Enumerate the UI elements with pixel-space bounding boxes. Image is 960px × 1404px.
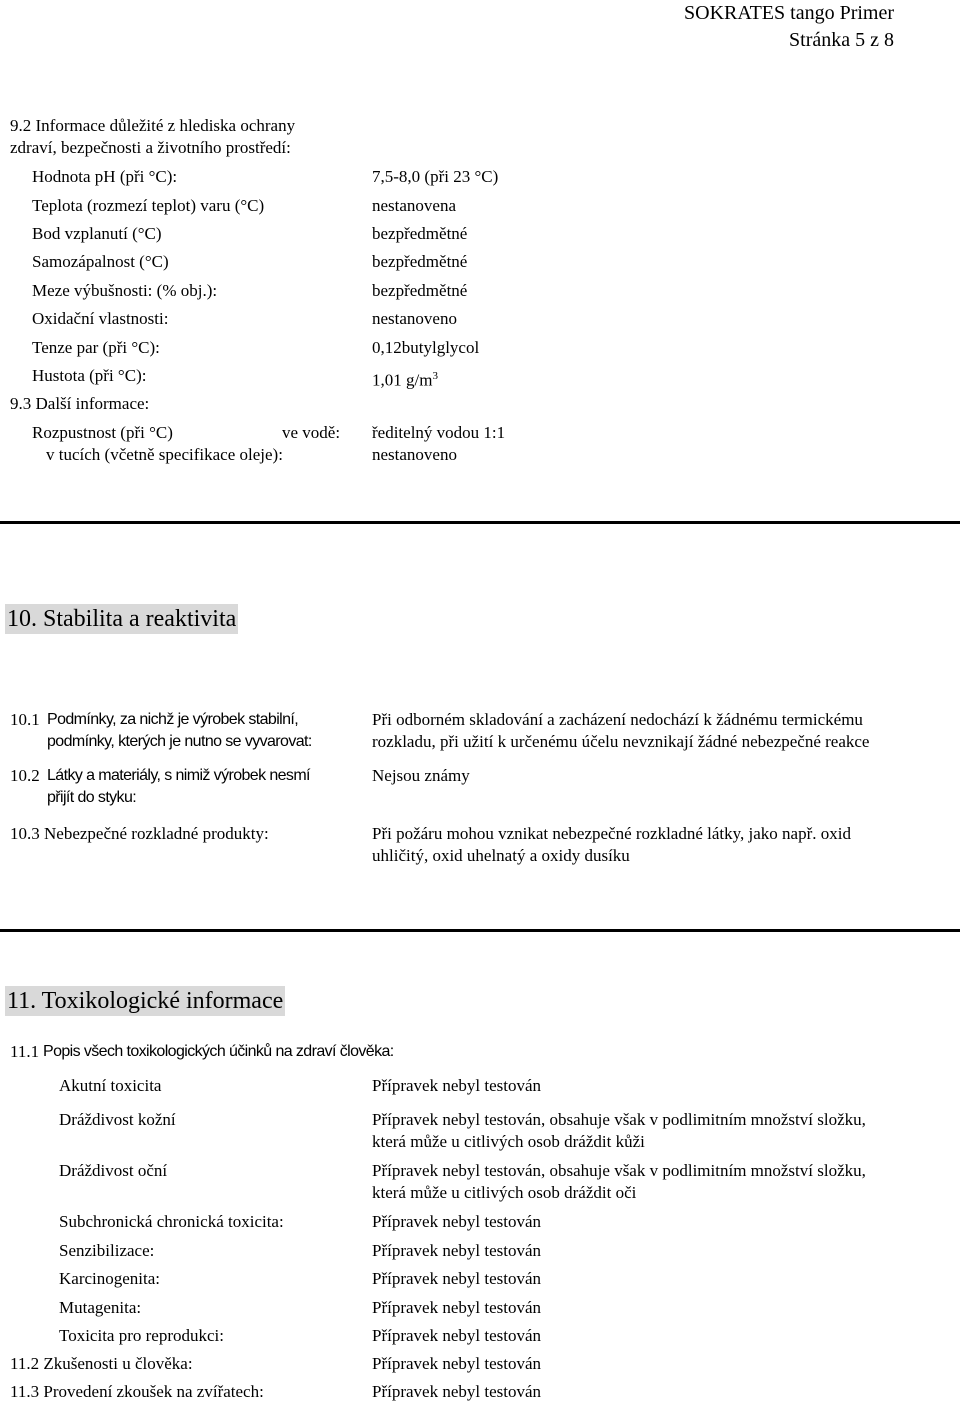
toxicology-label: Subchronická chronická toxicita: — [59, 1212, 284, 1231]
item-10-1-label-line1: Podmínky, za nichž je výrobek stabilní, — [47, 711, 299, 728]
toxicology-label: Dráždivost kožní — [59, 1110, 176, 1129]
solubility-fat-label: v tucích (včetně specifikace oleje): — [46, 445, 283, 464]
item-10-1-label-line2: podmínky, kterých je nutno se vyvarovat: — [47, 733, 312, 750]
toxicology-label: Dráždivost oční — [59, 1161, 168, 1180]
property-label: Hodnota pH (při °C): — [32, 167, 178, 186]
toxicology-value-cont: která může u citlivých osob dráždit kůži — [372, 1132, 645, 1151]
item-10-1-value-line2: rozkladu, při užití k určenému účelu nevznikají žádné nebezpečné reakce — [372, 732, 870, 751]
property-label: Meze výbušnosti: (% obj.): — [32, 281, 218, 300]
document-title: SOKRATES tango Primer — [684, 2, 894, 24]
toxicology-value: Přípravek nebyl testován — [372, 1212, 542, 1231]
item-11-3-value: Přípravek nebyl testován — [372, 1382, 542, 1401]
section-9-2-title-line1: 9.2 Informace důležité z hlediska ochrany — [10, 116, 296, 135]
item-10-2-number: 10.2 — [10, 766, 40, 785]
item-10-3-value-line2: uhličitý, oxid uhelnatý a oxidy dusíku — [372, 846, 630, 865]
property-value: bezpředmětné — [372, 281, 468, 300]
toxicology-value-cont: která může u citlivých osob dráždit oči — [372, 1183, 637, 1202]
item-10-1-value-line1: Při odborném skladování a zacházení nedochází k žádnému termickému — [372, 710, 863, 729]
property-value: nestanovena — [372, 196, 457, 215]
property-label: Oxidační vlastnosti: — [32, 309, 169, 328]
density-exponent: 3 — [432, 370, 438, 382]
item-10-2-label-line1: Látky a materiály, s nimiž výrobek nesmí — [47, 767, 310, 784]
toxicology-value: Přípravek nebyl testován — [372, 1298, 542, 1317]
item-10-2-label-line2: přijít do styku: — [47, 789, 137, 806]
page-number: Stránka 5 z 8 — [789, 29, 894, 51]
section-divider — [0, 929, 960, 932]
item-11-3-label: 11.3 Provedení zkoušek na zvířatech: — [10, 1382, 264, 1401]
property-value: 7,5-8,0 (při 23 °C) — [372, 167, 499, 186]
section-9-3-title: 9.3 Další informace: — [10, 394, 150, 413]
toxicology-label: Senzibilizace: — [59, 1241, 155, 1260]
property-value: 0,12butylglycol — [372, 338, 480, 357]
toxicology-value: Přípravek nebyl testován — [372, 1076, 542, 1095]
toxicology-label: Toxicita pro reprodukci: — [59, 1326, 224, 1345]
item-10-3-label: 10.3 Nebezpečné rozkladné produkty: — [10, 824, 269, 843]
property-label: Teplota (rozmezí teplot) varu (°C) — [32, 196, 265, 215]
item-11-1-number: 11.1 — [10, 1042, 40, 1061]
toxicology-value: Přípravek nebyl testován — [372, 1241, 542, 1260]
property-value: nestanoveno — [372, 309, 457, 328]
toxicology-label: Akutní toxicita — [59, 1076, 162, 1095]
toxicology-label: Mutagenita: — [59, 1298, 142, 1317]
toxicology-value: Přípravek nebyl testován — [372, 1326, 542, 1345]
item-11-2-label: 11.2 Zkušenosti u člověka: — [10, 1354, 193, 1373]
property-value — [372, 365, 438, 392]
section-10-title: 10. Stabilita a reaktivita — [7, 606, 237, 632]
solubility-fat-value: nestanoveno — [372, 445, 457, 464]
item-11-1-label: Popis všech toxikologických účinků na zdraví člověka: — [43, 1043, 394, 1060]
item-10-3-value-line1: Při požáru mohou vznikat nebezpečné rozkladné látky, jako např. oxid — [372, 824, 851, 843]
toxicology-value: Přípravek nebyl testován, obsahuje však v podlimitním množství složku, — [372, 1161, 866, 1180]
property-value: bezpředmětné — [372, 252, 468, 271]
item-10-2-value: Nejsou známy — [372, 766, 470, 785]
property-label: Tenze par (při °C): — [32, 338, 160, 357]
property-value: bezpředmětné — [372, 224, 468, 243]
item-10-1-number: 10.1 — [10, 710, 40, 729]
density-value: 1,01 g/m — [372, 370, 433, 390]
toxicology-value: Přípravek nebyl testován — [372, 1269, 542, 1288]
property-label: Bod vzplanutí (°C) — [32, 224, 162, 243]
solubility-label: Rozpustnost (při °C) — [32, 423, 173, 442]
toxicology-value: Přípravek nebyl testován, obsahuje však v podlimitním množství složku, — [372, 1110, 866, 1129]
section-divider — [0, 521, 960, 524]
solubility-water-value: ředitelný vodou 1:1 — [372, 423, 506, 442]
section-11-title: 11. Toxikologické informace — [7, 988, 284, 1014]
property-label: Hustota (při °C): — [32, 366, 147, 385]
item-11-2-value: Přípravek nebyl testován — [372, 1354, 542, 1373]
toxicology-label: Karcinogenita: — [59, 1269, 161, 1288]
solubility-water-label: ve vodě: — [282, 423, 341, 442]
property-label: Samozápalnost (°C) — [32, 252, 169, 271]
section-9-2-title-line2: zdraví, bezpečnosti a životního prostředí: — [10, 138, 291, 157]
